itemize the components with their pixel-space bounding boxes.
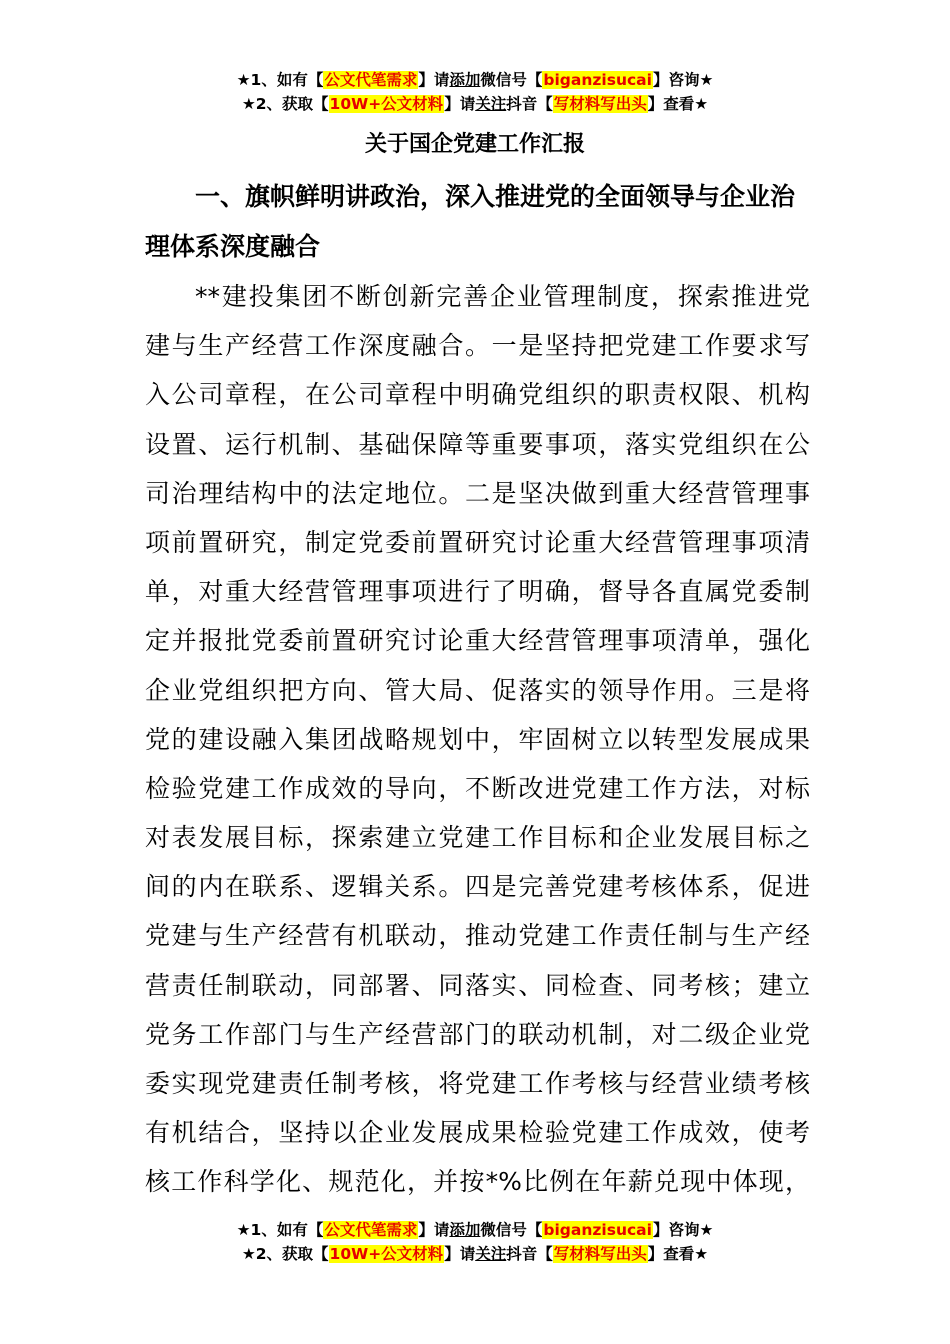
paragraph-line: 检验党建工作成效的导向，不断改进党建工作方法，对标 — [145, 773, 810, 803]
highlight-ghostwriting: 公文代笔需求 — [324, 71, 418, 89]
paragraph-line: 党的建设融入集团战略规划中，牢固树立以转型发展成果 — [145, 724, 810, 754]
highlight-wechat-id: biganzisucai — [543, 71, 652, 89]
section-heading: 一、旗帜鲜明讲政治，深入推进党的全面领导与企业治理体系深度融合 — [145, 182, 796, 261]
highlight-materials: 10W+公文材料 — [329, 95, 444, 113]
paragraph-line: 定并报批党委前置研究讨论重大经营管理事项清单，强化 — [145, 626, 810, 656]
highlight-douyin: 写材料写出头 — [553, 1245, 647, 1263]
paragraph-line: 党建与生产经营有机联动，推动党建工作责任制与生产经 — [145, 921, 810, 951]
paragraph-line: 建与生产经营工作深度融合。一是坚持把党建工作要求写 — [145, 331, 810, 361]
paragraph-line: **建投集团不断创新完善企业管理制度，探索推进党 — [195, 282, 810, 311]
paragraph-line: 委实现党建责任制考核，将党建工作考核与经营业绩考核 — [145, 1069, 810, 1098]
promo-banner-top — [0, 68, 950, 116]
paragraph-line: 营责任制联动，同部署、同落实、同检查、同考核；建立 — [145, 970, 810, 1000]
highlight-materials: 10W+公文材料 — [329, 1245, 444, 1263]
highlight-wechat-id: biganzisucai — [543, 1221, 652, 1239]
paragraph-line: 入公司章程，在公司章程中明确党组织的职责权限、机构 — [145, 380, 810, 410]
paragraph-line: 有机结合，坚持以企业发展成果检验党建工作成效，使考 — [145, 1118, 810, 1148]
paragraph-line: 核工作科学化、规范化，并按*%比例在年薪兑现中体现， — [145, 1167, 810, 1197]
paragraph-line: 单，对重大经营管理事项进行了明确，督导各直属党委制 — [145, 577, 810, 607]
highlight-ghostwriting: 公文代笔需求 — [324, 1221, 418, 1239]
paragraph-line: 司治理结构中的法定地位。二是坚决做到重大经营管理事 — [145, 478, 810, 508]
paragraph-line: 设置、运行机制、基础保障等重要事项，落实党组织在公 — [145, 429, 810, 459]
paragraph-line: 企业党组织把方向、管大局、促落实的领导作用。三是将 — [145, 675, 810, 705]
document-title: 关于国企党建工作汇报 — [364, 132, 585, 157]
promo-banner-bottom — [0, 1218, 950, 1266]
promo-line-2: ★2、获取【10W+公文材料】请关注抖音【写材料写出头】查看★ — [241, 1245, 709, 1263]
promo-line-1: ★1、如有【公文代笔需求】请添加微信号【biganzisucai】咨询★ — [236, 71, 714, 89]
promo-line-1: ★1、如有【公文代笔需求】请添加微信号【biganzisucai】咨询★ — [236, 1221, 714, 1239]
paragraph-line: 项前置研究，制定党委前置研究讨论重大经营管理事项清 — [145, 527, 810, 557]
paragraph-line: 间的内在联系、逻辑关系。四是完善党建考核体系，促进 — [145, 872, 810, 902]
body-paragraph — [145, 272, 810, 1207]
paragraph-line: 对表发展目标，探索建立党建工作目标和企业发展目标之 — [145, 823, 810, 853]
paragraph-line: 党务工作部门与生产经营部门的联动机制，对二级企业党 — [145, 1019, 810, 1049]
promo-line-2: ★2、获取【10W+公文材料】请关注抖音【写材料写出头】查看★ — [241, 95, 709, 113]
highlight-douyin: 写材料写出头 — [553, 95, 647, 113]
